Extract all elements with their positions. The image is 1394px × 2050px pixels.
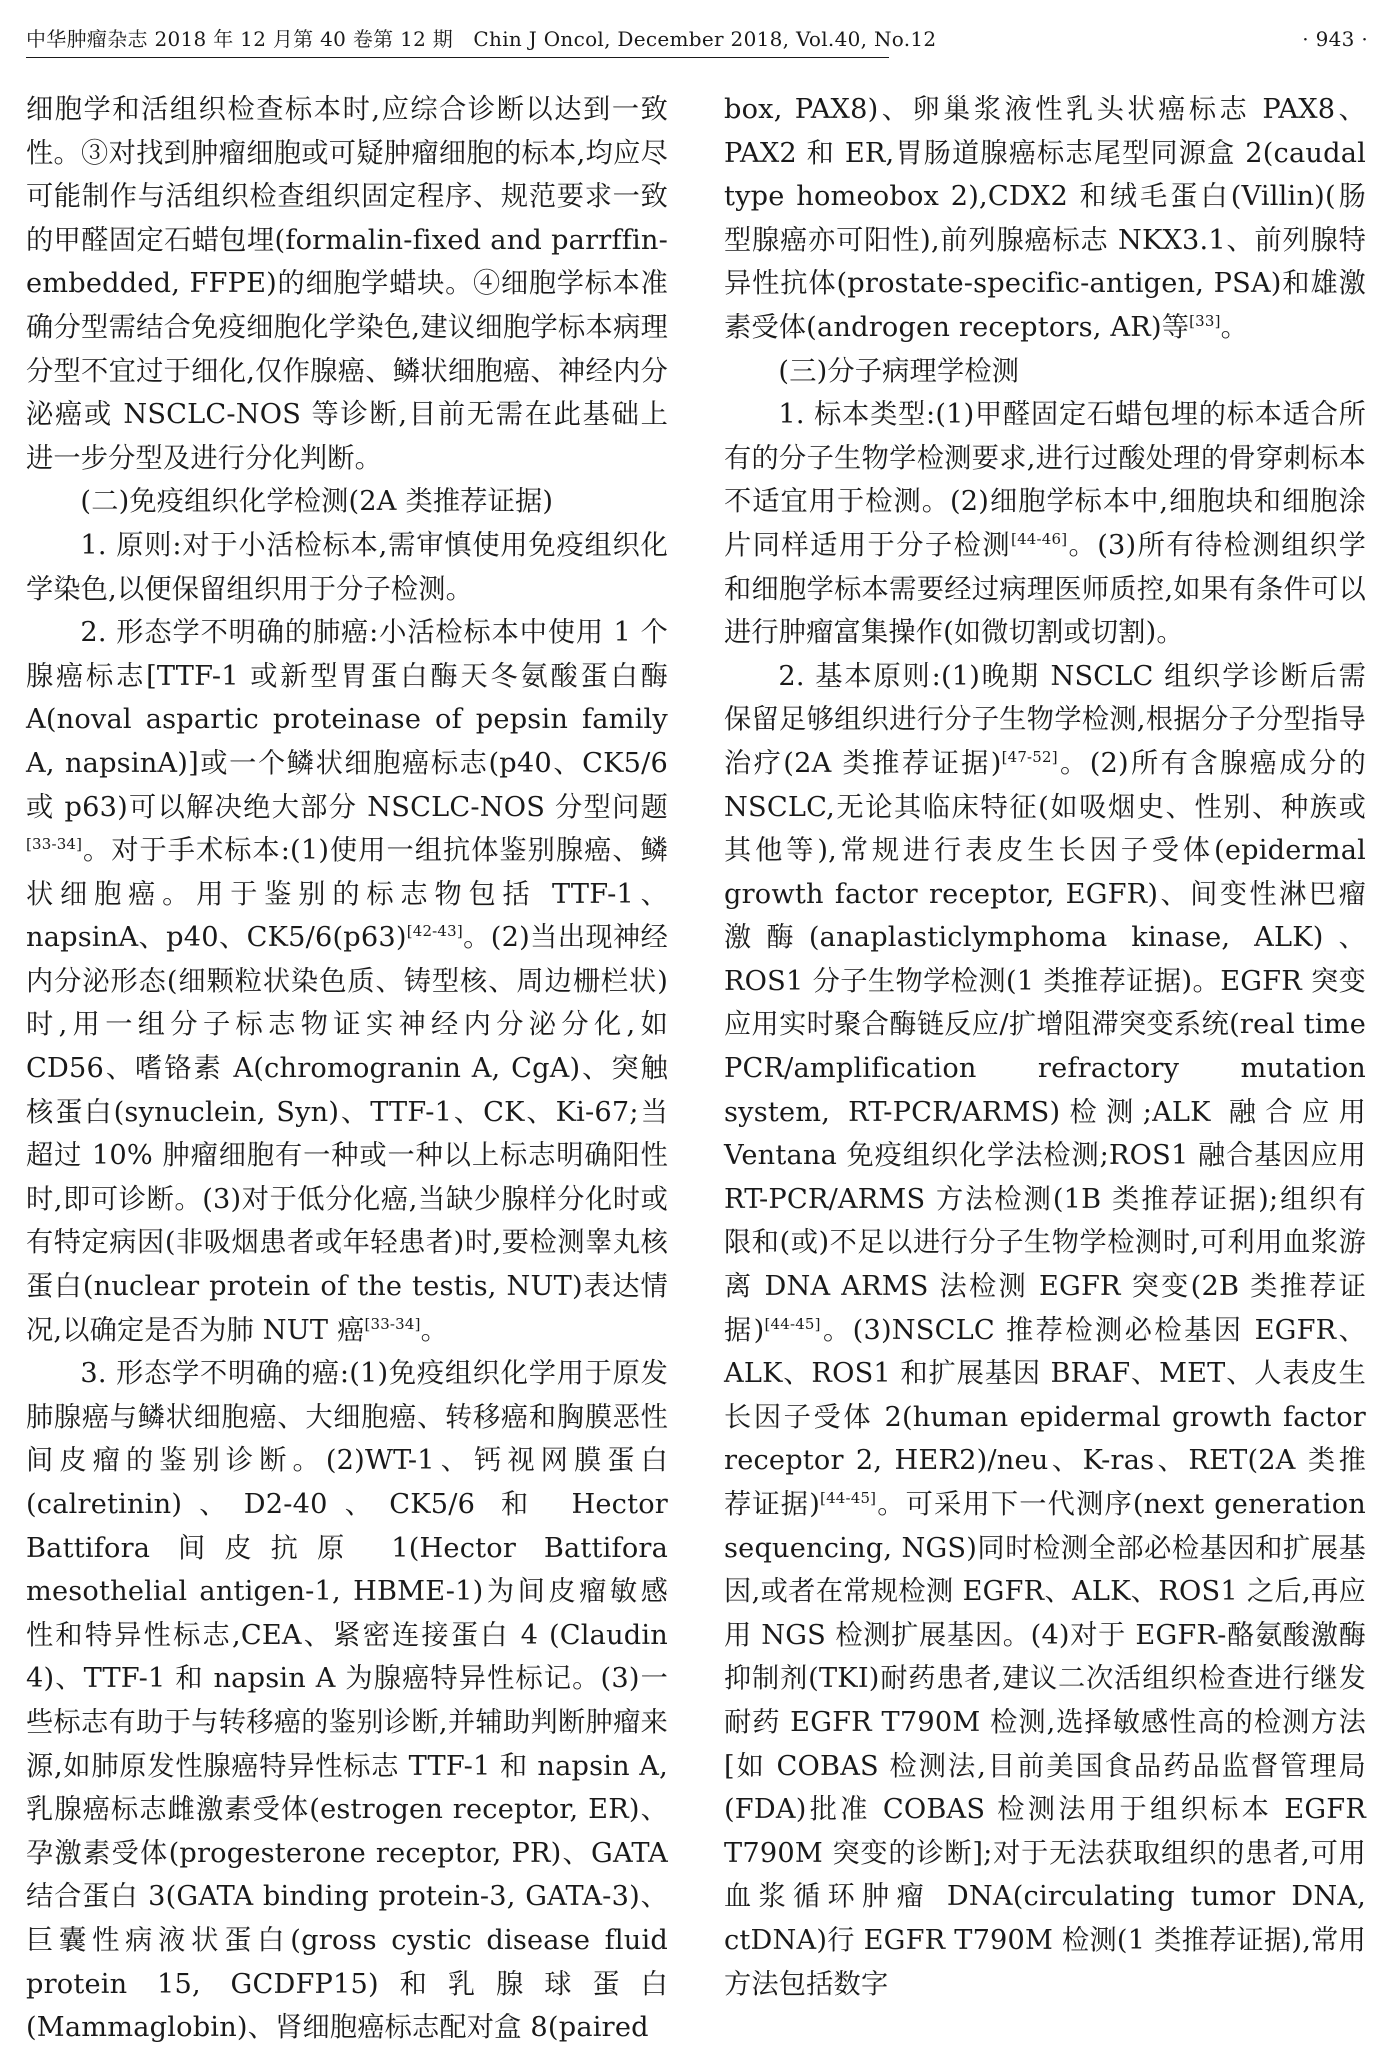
- paragraph-markers-continued: [724, 88, 1366, 350]
- text-run: 。(3)所有待检测组织学和细胞学标本需要经过病理医师质控,如果有条件可以进行肿瘤富集操作(如微切割或切割)。: [724, 529, 1366, 649]
- citation: [44-45]: [764, 1314, 821, 1333]
- text-run: 2. 形态学不明确的肺癌:小活检标本中使用 1 个腺癌标志[TTF-1 或新型胃蛋白酶天冬氨酸蛋白酶 A(noval aspartic proteinase of pepsin family A, napsinA)]或一个鳞状细胞癌标志(p40、CK5/6 或 p63)可以解决绝大部分 NSCLC-NOS 分型问题: [26, 617, 668, 823]
- text-run: 。(3)NSCLC 推荐检测必检基因 EGFR、ALK、ROS1 和扩展基因 BRAF、MET、人表皮生长因子受体 2(human epidermal growth factor receptor 2, HER2)/neu、K-ras、RET(2A 类推荐证据): [724, 1314, 1366, 1520]
- text-run: 1. 标本类型:(1)甲醛固定石蜡包埋的标本适合所有的分子生物学检测要求,进行过酸处理的骨穿刺标本不适宜用于检测。(2)细胞学标本中,细胞块和细胞涂片同样适用于分子检测: [724, 399, 1366, 561]
- paragraph-basic-principles: [724, 655, 1366, 2006]
- citation: [33-34]: [26, 835, 83, 854]
- citation: [33-34]: [364, 1314, 421, 1333]
- header-rule: [26, 57, 889, 58]
- right-column: [724, 88, 1366, 2006]
- text-run: 。(2)当出现神经内分泌形态(细颗粒状染色质、铸型核、周边栅栏状)时,用一组分子标志物证实神经内分泌分化,如 CD56、嗜铬素 A(chromogranin A, CgA)、突触核蛋白(synuclein, Syn)、TTF-1、CK、Ki-67;当超过 10% 肿瘤细胞有一种或一种以上标志明确阳性时,即可诊断。(3)对于低分化癌,当缺少腺样分化时或有特定病因(非吸烟患者或年轻患者)时,要检测睾丸核蛋白(nuclear protein of the testis, NUT)表达情况,以确定是否为肺 NUT 癌: [26, 922, 668, 1346]
- text-run: 。可采用下一代测序(next generation sequencing, NGS)同时检测全部必检基因和扩展基因,或者在常规检测 EGFR、ALK、ROS1 之后,再应用 NGS 检测扩展基因。(4)对于 EGFR-酪氨酸激酶抑制剂(TKI)耐药患者,建议二次活组织检查进行继发耐药 EGFR T790M 检测,选择敏感性高的检测方法[如 COBAS 检测法,目前美国食品药品监督管理局(FDA)批准 COBAS 检测法用于组织标本 EGFR T790M 突变的诊断];对于无法获取组织的患者,可用血浆循环肿瘤 DNA(circulating tumor DNA, ctDNA)行 EGFR T790M 检测(1 类推荐证据),常用方法包括数字: [724, 1489, 1366, 2000]
- section-heading-molecular: (三)分子病理学检测: [778, 355, 1020, 387]
- paragraph-ambiguous-carcinoma: 3. 形态学不明确的癌:(1)免疫组织化学用于原发肺腺癌与鳞状细胞癌、大细胞癌、转移癌和胸膜恶性间皮瘤的鉴别诊断。(2)WT-1、钙视网膜蛋白(calretinin)、D2-40、CK5/6 和 Hector Battifora 间皮抗原 1(Hector Battifora mesothelial antigen-1, HBME-1)为间皮瘤敏感性和特异性标志,CEA、紧密连接蛋白 4 (Claudin 4)、TTF-1 和 napsin A 为腺癌特异性标记。(3)一些标志有助于与转移癌的鉴别诊断,并辅助判断肿瘤来源,如肺原发性腺癌特异性标志 TTF-1 和 napsin A,乳腺癌标志雌激素受体(estrogen receptor, ER)、孕激素受体(progesterone receptor, PR)、GATA 结合蛋白 3(GATA binding protein-3, GATA-3)、巨囊性病液状蛋白(gross cystic disease fluid protein 15, GCDFP15)和乳腺球蛋白(Mammaglobin)、肾细胞癌标志配对盒 8(paired: [26, 1358, 668, 2044]
- paragraph-ihc-principle: 1. 原则:对于小活检标本,需审慎使用免疫组织化学染色,以便保留组织用于分子检测。: [26, 529, 668, 605]
- citation: [44-45]: [820, 1488, 877, 1507]
- running-header: [26, 24, 1368, 54]
- paragraph-cytology-continued: 细胞学和活组织检查标本时,应综合诊断以达到一致性。③对找到肿瘤细胞或可疑肿瘤细胞的标本,均应尽可能制作与活组织检查组织固定程序、规范要求一致的甲醛固定石蜡包埋(formalin-fixed and parrffin-embedded, FFPE)的细胞学蜡块。④细胞学标本准确分型需结合免疫细胞化学染色,建议细胞学标本病理分型不宜过于细化,仅作腺癌、鳞状细胞癌、神经内分泌癌或 NSCLC-NOS 等诊断,目前无需在此基础上进一步分型及进行分化判断。: [26, 94, 668, 474]
- section-heading-ihc: (二)免疫组织化学检测(2A 类推荐证据): [80, 486, 554, 518]
- paragraph-specimen-types: [724, 393, 1366, 655]
- text-run: 。: [1220, 311, 1249, 343]
- citation: [47-52]: [1001, 747, 1058, 766]
- text-run: 。对于手术标本:(1)使用一组抗体鉴别腺癌、鳞状细胞癌。用于鉴别的标志物包括 TTF-1、napsinA、p40、CK5/6(p63): [26, 835, 668, 954]
- citation: [33]: [1189, 311, 1221, 330]
- text-run: 2. 基本原则:(1)晚期 NSCLC 组织学诊断后需保留足够组织进行分子生物学检测,根据分子分型指导治疗(2A 类推荐证据): [724, 660, 1366, 779]
- citation: [42-43]: [406, 922, 463, 941]
- page-number: · 943 ·: [1302, 27, 1368, 51]
- text-run: 。(2)所有含腺癌成分的 NSCLC,无论其临床特征(如吸烟史、性别、种族或其他等),常规进行表皮生长因子受体(epidermal growth factor receptor, EGFR)、间变性淋巴瘤激酶(anaplasticlymphoma kinase, ALK)、ROS1 分子生物学检测(1 类推荐证据)。EGFR 突变应用实时聚合酶链反应/扩增阻滞突变系统(real time PCR/amplification refractory mutation system, RT-PCR/ARMS)检测;ALK 融合应用 Ventana 免疫组织化学法检测;ROS1 融合基因应用 RT-PCR/ARMS 方法检测(1B 类推荐证据);组织有限和(或)不足以进行分子生物学检测时,可利用血浆游离 DNA ARMS 法检测 EGFR 突变(2B 类推荐证据): [724, 747, 1366, 1346]
- citation: [44-46]: [1011, 529, 1068, 548]
- journal-info: 中华肿瘤杂志 2018 年 12 月第 40 卷第 12 期 Chin J Oncol, December 2018, Vol.40, No.12: [26, 27, 937, 51]
- text-run: 。: [420, 1314, 449, 1346]
- text-run: box, PAX8)、卵巢浆液性乳头状癌标志 PAX8、PAX2 和 ER,胃肠道腺癌标志尾型同源盒 2(caudal type homeobox 2),CDX2 和绒毛蛋白(Villin)(肠型腺癌亦可阳性),前列腺癌标志 NKX3.1、前列腺特异性抗体(prostate-specific-antigen, PSA)和雄激素受体(androgen receptors, AR)等: [724, 94, 1366, 343]
- paragraph-ambiguous-lung-cancer: [26, 611, 668, 1352]
- left-column: [26, 88, 668, 2050]
